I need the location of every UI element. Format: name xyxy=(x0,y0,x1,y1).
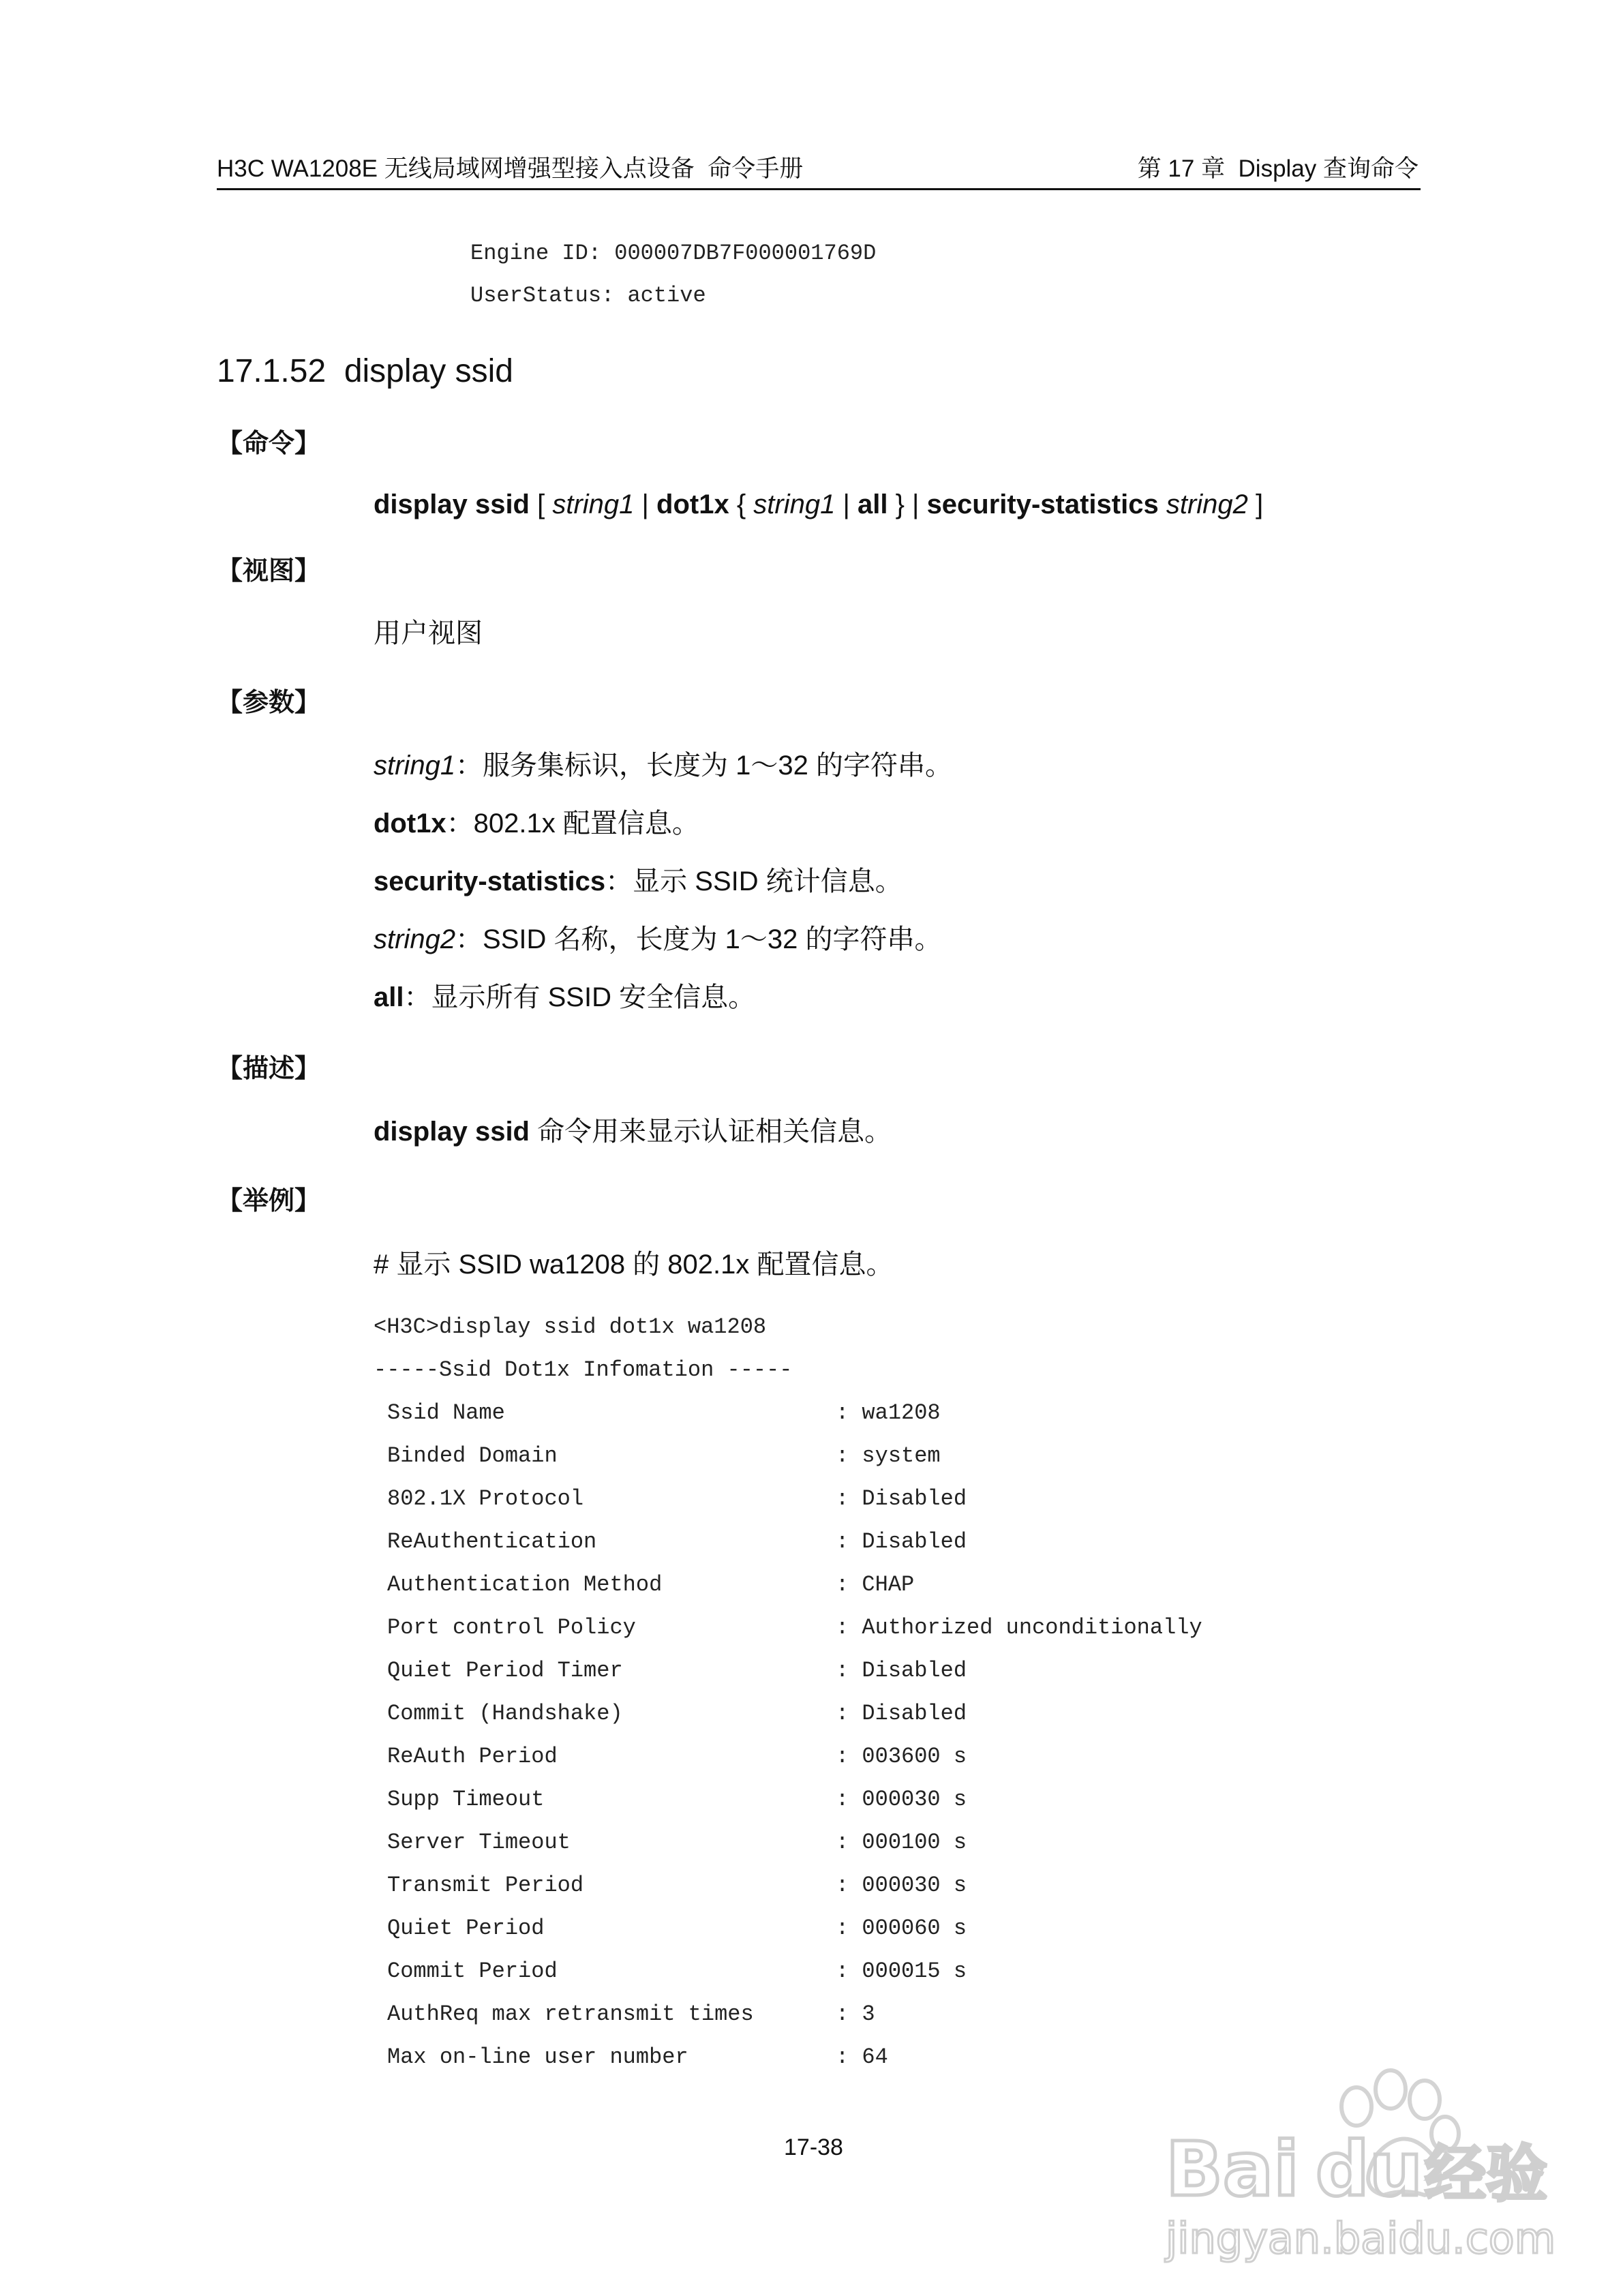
output-row-key: 802.1X Protocol xyxy=(387,1486,584,1511)
command-syntax xyxy=(374,487,1263,522)
output-row-key: Transmit Period xyxy=(387,1873,584,1898)
svg-text:经验: 经验 xyxy=(1425,2139,1547,2210)
output-row-value: : Disabled xyxy=(836,1529,967,1554)
description-text xyxy=(374,1114,892,1149)
example-intro: # 显示 SSID wa1208 的 802.1x 配置信息。 xyxy=(374,1250,894,1280)
code-engine-id: Engine ID: 000007DB7F000001769D xyxy=(470,241,877,266)
param-name: dot1x xyxy=(374,809,446,839)
param-desc: ：显示 SSID 统计信息。 xyxy=(605,866,902,896)
output-row-value: : 000100 s xyxy=(836,1830,967,1855)
syntax-part: dot1x xyxy=(656,489,729,519)
header-manual-title: H3C WA1208E 无线局域网增强型接入点设备 命令手册 xyxy=(217,155,804,182)
syntax-part: } | xyxy=(888,489,927,519)
param-string2 xyxy=(374,922,942,957)
output-row-key: Ssid Name xyxy=(387,1400,505,1425)
output-row-key: Commit Period xyxy=(387,1959,558,1984)
param-desc: ：显示所有 SSID 安全信息。 xyxy=(404,982,756,1012)
header-divider xyxy=(217,188,1421,190)
output-row-key: Quiet Period Timer xyxy=(387,1658,623,1683)
header-chapter-title: 第 17 章 Display 查询命令 xyxy=(1137,155,1419,182)
output-row-key: Max on-line user number xyxy=(387,2044,688,2070)
output-row-key: AuthReq max retransmit times xyxy=(387,2002,754,2027)
param-name: all xyxy=(374,982,404,1012)
example-title-line: -----Ssid Dot1x Infomation ----- xyxy=(374,1357,793,1383)
param-string1 xyxy=(374,748,952,783)
output-row-key: Binded Domain xyxy=(387,1443,558,1468)
output-row-value: : 000030 s xyxy=(836,1873,967,1898)
baidu-jingyan-watermark-icon xyxy=(1152,2059,1556,2263)
label-command: 【命令】 xyxy=(217,429,321,458)
output-row-value: : Disabled xyxy=(836,1486,967,1511)
syntax-part: | xyxy=(835,489,858,519)
view-text: 用户视图 xyxy=(374,618,483,648)
syntax-part: security-statistics xyxy=(926,489,1159,519)
syntax-part: [ xyxy=(529,489,553,519)
output-row-value: : 000015 s xyxy=(836,1959,967,1984)
syntax-part: { xyxy=(729,489,754,519)
syntax-part: string1 xyxy=(753,489,836,519)
example-command-line: <H3C>display ssid dot1x wa1208 xyxy=(374,1314,767,1340)
param-security-statistics xyxy=(374,864,902,899)
output-row-key: Commit (Handshake) xyxy=(387,1701,623,1726)
output-row-value: : wa1208 xyxy=(836,1400,941,1425)
label-view: 【视图】 xyxy=(217,557,321,586)
syntax-part: string2 xyxy=(1166,489,1248,519)
svg-text:Bai: Bai xyxy=(1166,2126,1299,2213)
output-row-value: : 000030 s xyxy=(836,1787,967,1812)
output-row-value: : Disabled xyxy=(836,1658,967,1683)
param-name: string2 xyxy=(374,924,456,954)
param-desc: ：802.1x 配置信息。 xyxy=(446,809,699,839)
output-row-key: Port control Policy xyxy=(387,1615,636,1640)
output-row-value: : 3 xyxy=(836,2002,875,2027)
output-row-key: Quiet Period xyxy=(387,1916,545,1941)
section-title: 17.1.52 display ssid xyxy=(217,353,513,389)
param-name: security-statistics xyxy=(374,866,606,896)
param-name: string1 xyxy=(374,751,456,781)
output-row-value: : 64 xyxy=(836,2044,888,2070)
output-row-key: ReAuth Period xyxy=(387,1744,558,1769)
label-description: 【描述】 xyxy=(217,1055,321,1083)
syntax-part: ] xyxy=(1247,489,1264,519)
svg-text:du: du xyxy=(1316,2126,1423,2213)
description-body: 命令用来显示认证相关信息。 xyxy=(529,1117,892,1147)
param-all xyxy=(374,980,755,1015)
output-row-key: Authentication Method xyxy=(387,1572,663,1597)
label-params: 【参数】 xyxy=(217,689,321,717)
page-number: 17-38 xyxy=(784,2134,843,2160)
syntax-part: display ssid xyxy=(374,489,530,519)
output-row-value: : 000060 s xyxy=(836,1916,967,1941)
syntax-part: string1 xyxy=(552,489,635,519)
syntax-part xyxy=(1159,489,1166,519)
output-row-value: : 003600 s xyxy=(836,1744,967,1769)
syntax-part: | xyxy=(634,489,657,519)
code-user-status: UserStatus: active xyxy=(470,283,706,308)
output-row-key: Server Timeout xyxy=(387,1830,571,1855)
output-row-value: : Authorized unconditionally xyxy=(836,1615,1202,1640)
param-dot1x xyxy=(374,806,699,841)
watermark-url: jingyan.baidu.com xyxy=(1166,2214,1556,2263)
param-desc: ：SSID 名称，长度为 1～32 的字符串。 xyxy=(455,924,942,954)
label-example: 【举例】 xyxy=(217,1187,321,1215)
output-row-value: : CHAP xyxy=(836,1572,915,1597)
syntax-part: all xyxy=(857,489,888,519)
output-row-key: ReAuthentication xyxy=(387,1529,597,1554)
output-row-key: Supp Timeout xyxy=(387,1787,545,1812)
output-row-value: : system xyxy=(836,1443,941,1468)
description-command: display ssid xyxy=(374,1117,530,1147)
output-row-value: : Disabled xyxy=(836,1701,967,1726)
param-desc: ：服务集标识，长度为 1～32 的字符串。 xyxy=(455,751,953,781)
